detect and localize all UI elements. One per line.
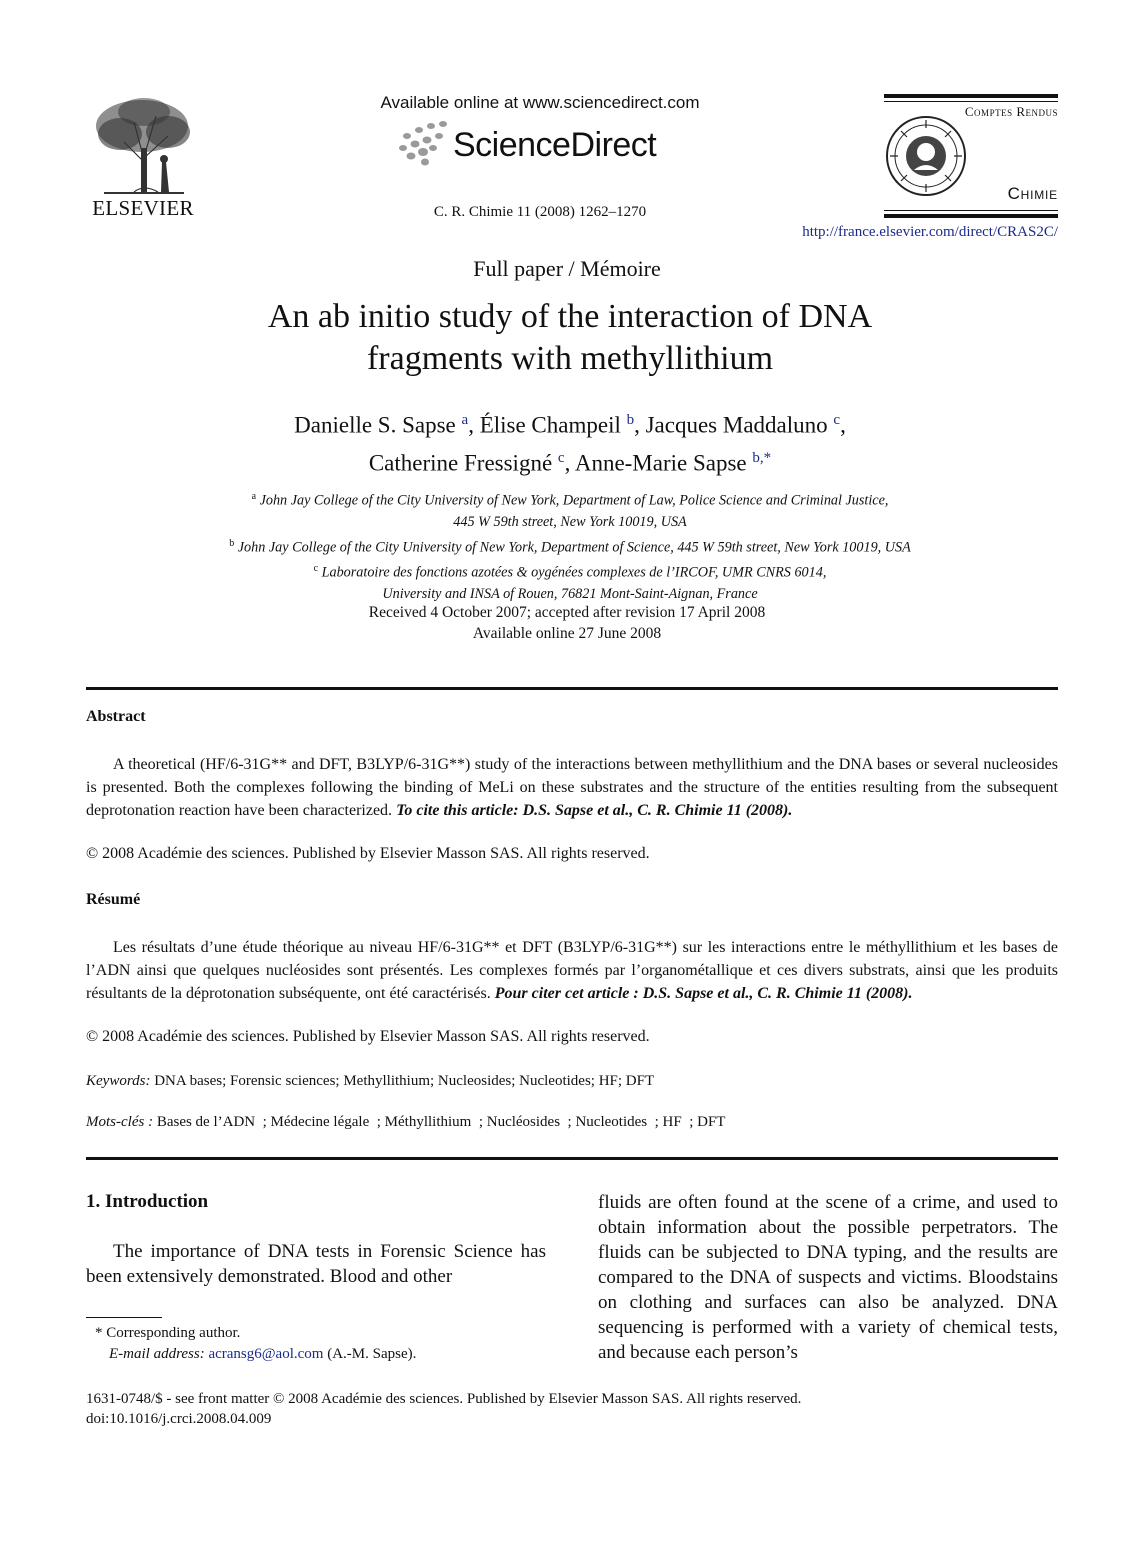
affiliation-a [90,486,1050,512]
author-name: Élise Champeil [479,412,621,438]
abstract-cite: To cite this article: D.S. Sapse et al., C. R. Chimie 11 (2008). [396,802,793,819]
keywords-text: DNA bases; Forensic sciences; Methyllithium; Nucleosides; Nucleotides; HF; DFT [154,1073,655,1089]
mots-cles-label: Mots-clés : [86,1114,154,1130]
title-line-2: fragments with methyllithium [366,340,774,377]
body-top-rule [86,1157,1058,1160]
author-affil-link[interactable]: c [557,449,565,466]
elsevier-tree-icon [84,92,202,196]
affiliation-text: John Jay College of the City University of New York, Department of Law, Police Science and Criminal Justice, [259,492,889,509]
introduction-text-col2: fluids are often found at the scene of a crime, and used to obtain information about the possible perpetrators. The fluids can be subjected to DNA typing, and the results are compared to the DNA of suspects and victims. Bloodstains on clothing and surfaces can also be analyzed. DNA sequencing is performed with a variety of chemical tests, and because each person’s [598,1192,1058,1363]
elsevier-wordmark: ELSEVIER [92,196,194,220]
abstract-top-rule [86,687,1058,690]
author-affil-link[interactable]: b [626,412,635,428]
affiliation-mark: c [313,563,319,575]
academie-seal-icon [884,112,968,200]
affiliations [90,486,1050,605]
email-owner: (A.-M. Sapse). [327,1346,417,1362]
author-name: Danielle S. Sapse [294,412,456,438]
abstract-copyright: © 2008 Académie des sciences. Published by Elsevier Masson SAS. All rights reserved. [86,845,650,862]
footnote-rule [86,1317,162,1318]
sciencedirect-logo[interactable] [395,118,695,172]
affiliation-mark: a [251,491,257,502]
affiliation-mark: b [229,537,235,549]
comptes-rendus-logo [884,94,1058,218]
abstract-heading: Abstract [86,708,146,725]
author-line-1 [140,404,1000,442]
footnote-mark: * [95,1325,103,1341]
introduction-heading: 1. Introduction [86,1191,209,1212]
author-separator: , [564,450,575,476]
author-separator: , [840,412,846,438]
author-affil-link[interactable]: b,* [752,449,772,466]
abstract-text [86,753,1058,822]
elsevier-logo [84,92,202,222]
keywords-label: Keywords: [86,1073,151,1089]
logo-top-rule [884,94,1058,98]
resume-cite: Pour citer cet article : D.S. Sapse et al., C. R. Chimie 11 (2008). [494,985,913,1002]
paper-title [140,296,1000,380]
doi-line[interactable]: doi:10.1016/j.crci.2008.04.009 [86,1411,272,1427]
author-affil-link[interactable]: a [461,412,469,428]
author-separator: , [634,412,646,438]
affiliation-c [90,558,1050,584]
logo-bottom-rule-thin [884,210,1058,211]
resume-copyright: © 2008 Académie des sciences. Published by Elsevier Masson SAS. All rights reserved. [86,1028,650,1045]
logo-chimie-text: Chimie [1007,184,1058,203]
page-footer [86,1389,1058,1429]
journal-reference: C. R. Chimie 11 (2008) 1262–1270 [433,204,647,220]
affiliation-c-cont: University and INSA of Rouen, 76821 Mont-Saint-Aignan, France [382,586,758,603]
email-link[interactable]: acransg6@aol.com [208,1346,324,1362]
author-name: Anne-Marie Sapse [574,450,747,476]
available-online-text[interactable]: Available online at www.sciencedirect.com [380,93,700,112]
author-name: Jacques Maddaluno [645,412,828,438]
article-dates [0,602,1134,644]
logo-top-rule-thin [884,101,1058,102]
introduction-text-col1: The importance of DNA tests in Forensic Science has been extensively demonstrated. Blood and other [86,1241,546,1287]
footnote-line-1 [86,1323,546,1344]
author-name: Catherine Fressigné [368,450,553,476]
keywords [86,1073,1058,1090]
author-line-2 [140,442,1000,480]
affiliation-b [90,533,1050,559]
affiliation-text: John Jay College of the City University of New York, Department of Science, 445 W 59th street, New York 10019, USA [237,539,911,556]
author-separator: , [468,412,480,438]
mots-cles [86,1114,1058,1131]
mots-cles-text: Bases de l’ADN ; Médecine légale ; Méthyllithium ; Nucléosides ; Nucleotides ; HF ; DFT [156,1114,726,1130]
title-line-1: An ab initio study of the interaction of DNA [267,298,873,335]
author-list [140,404,1000,479]
email-label: E-mail address: [109,1346,205,1362]
available-date: Available online 27 June 2008 [472,625,662,642]
sciencedirect-wordmark: ScienceDirect [453,126,657,164]
journal-url-link[interactable]: http://france.elsevier.com/direct/CRAS2C/ [802,224,1058,240]
footnote-line-2 [86,1344,546,1365]
logo-comptes-rendus-text: Comptes Rendus [964,104,1058,119]
resume-text [86,936,1058,1005]
resume-body: Les résultats d’une étude théorique au niveau HF/6-31G** et DFT (B3LYP/6-31G**) sur les interactions entre le méthyllithium et les bases de l’ADN ainsi que quelques nucléosides sont présentés. Les complexes formés par l’organométallique et ces divers substrats, ainsi que les produits résultants de la déprotonation subséquente, ont été caractérisés. [86,939,1058,1002]
received-date: Received 4 October 2007; accepted after revision 17 April 2008 [368,604,766,621]
paper-type: Full paper / Mémoire [473,256,661,281]
logo-bottom-rule [884,214,1058,218]
abstract-body: A theoretical (HF/6-31G** and DFT, B3LYP/6-31G**) study of the interactions between methyllithium and the DNA bases or several nucleosides is presented. Both the complexes following the binding of MeLi on these substrates and the structure of the entities resulting from the subsequent deprotonation reaction have been characterized. [86,756,1058,819]
footnote-label: Corresponding author. [106,1325,241,1341]
issn-line: 1631-0748/$ - see front matter © 2008 Académie des sciences. Published by Elsevier Masson SAS. All rights reserved. [86,1391,802,1407]
affiliation-a-cont: 445 W 59th street, New York 10019, USA [453,513,687,530]
resume-heading: Résumé [86,891,141,908]
affiliation-text: Laboratoire des fonctions azotées & oygénées complexes de l’IRCOF, UMR CNRS 6014, [321,565,827,582]
sciencedirect-dots-icon [395,118,455,172]
corresponding-author-footnote [86,1323,546,1365]
author-affil-link[interactable]: c [833,412,841,428]
